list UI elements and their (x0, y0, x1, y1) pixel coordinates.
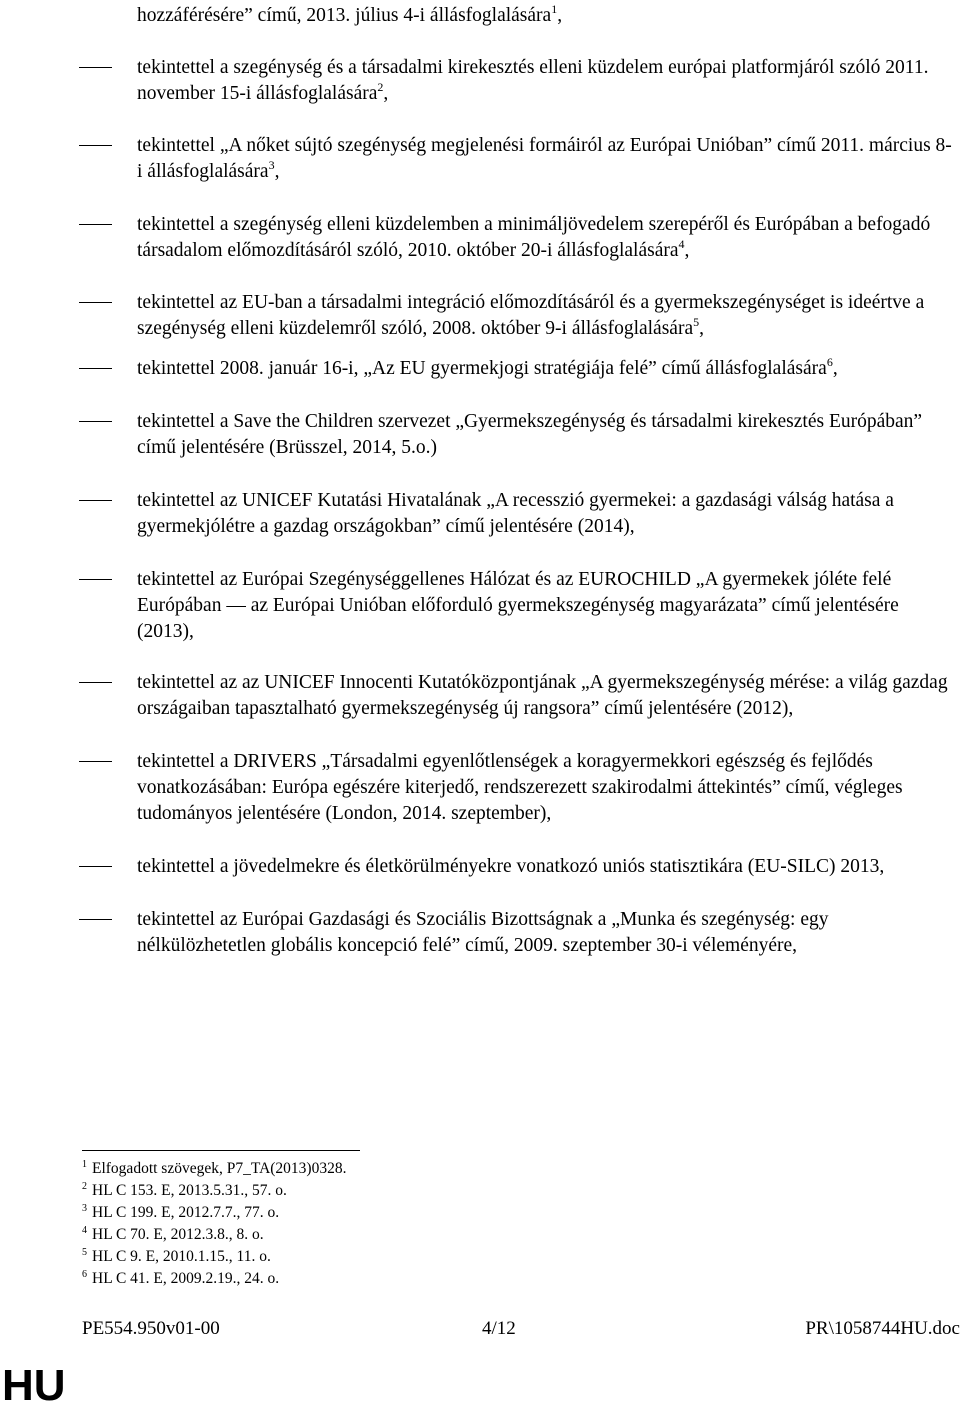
footnote-reference: 4 (678, 237, 685, 251)
footnote-number: 6 (82, 1269, 87, 1280)
footnote-list (82, 1158, 346, 1290)
page-number: 4/12 (482, 1318, 516, 1339)
footnote-reference: 3 (268, 158, 275, 172)
footnote-number: 4 (82, 1225, 87, 1236)
citation-list (137, 3, 957, 959)
citation-text: tekintettel az Európai Szegénységgellenes Hálózat és az EUROCHILD „A gyermekek jóléte felé Európában ― az Európai Unióban előforduló gyermekszegénység magyarázata” című jelentésére (2013), (137, 569, 899, 642)
citation-text: tekintettel az Európai Gazdasági és Szociális Bizottságnak a „Munka és szegénység: egy nélkülözhetetlen globális koncepció felé” című, 2009. szeptember 30-i véleményére, (137, 909, 829, 956)
citation-item (137, 749, 957, 827)
document-reference: PE554.950v01-00 (82, 1318, 220, 1339)
citation-item (137, 567, 957, 645)
citation-item (137, 854, 957, 880)
citation-text: tekintettel a DRIVERS „Társadalmi egyenlőtlenségek a koragyermekkori egészség és fejlődés vonatkozásában: Európa egészére kiterjedő, rendszerezett szakirodalmi áttekintés” című, végleges tudományos jelentésére (London, 2014. szeptember), (137, 751, 903, 824)
footnote (82, 1202, 346, 1224)
dash-bullet (79, 67, 112, 68)
citation-item (137, 488, 957, 540)
footnote-separator (82, 1150, 360, 1151)
dash-bullet (79, 866, 112, 867)
footnote-reference: 6 (826, 355, 833, 369)
citation-item (137, 55, 957, 107)
language-code: HU (2, 1361, 66, 1410)
citation-text: tekintettel az UNICEF Kutatási Hivatalának „A recesszió gyermekei: a gazdasági válság hatása a gyermekjólétre a gazdag országokban” című jelentésére (2014), (137, 490, 894, 537)
footnote (82, 1268, 346, 1290)
dash-bullet (79, 421, 112, 422)
citation-text: hozzáférésére” című, 2013. július 4-i állásfoglalására$^1$, (137, 2, 563, 26)
footnote-reference: 5 (693, 315, 700, 329)
footnote (82, 1246, 346, 1268)
citation-text: tekintettel a szegénység és a társadalmi kirekesztés elleni küzdelem európai platformjáról szóló 2011. november 15-i állásfoglalására$^2$, (137, 57, 929, 104)
citation-item (137, 409, 957, 461)
footnote-text: HL C 41. E, 2009.2.19., 24. o. (92, 1270, 280, 1287)
dash-bullet (79, 145, 112, 146)
citation-text: tekintettel az EU-ban a társadalmi integráció előmozdításáról és a gyermekszegénységet is ideértve a szegénység elleni küzdelemről szóló, 2008. október 9-i állásfoglalására$^5$, (137, 292, 925, 339)
dash-bullet (79, 368, 112, 369)
footnote (82, 1224, 346, 1246)
footnote-reference: 1 (551, 2, 558, 16)
citation-text: tekintettel 2008. január 16-i, „Az EU gyermekjogi stratégiája felé” című állásfoglalására$^6$, (137, 355, 838, 379)
citation-item (137, 133, 957, 185)
dash-bullet (79, 224, 112, 225)
citation-text: tekintettel „A nőket sújtó szegénység megjelenési formáiról az Európai Unióban” című 2011. március 8-i állásfoglalására$^3$, (137, 135, 952, 182)
footnote-text: HL C 199. E, 2012.7.7., 77. o. (92, 1204, 280, 1221)
footnote-text: Elfogadott szövegek, P7_TA(2013)0328. (92, 1160, 347, 1177)
citation-item (137, 212, 957, 264)
footnote-number: 2 (82, 1181, 87, 1192)
footnote-reference: 2 (377, 80, 384, 94)
citation-item (137, 670, 957, 722)
footnote-number: 3 (82, 1203, 87, 1214)
citation-text: tekintettel az az UNICEF Innocenti Kutatóközpontjának „A gyermekszegénység mérése: a világ gazdag országaiban tapasztalható gyermekszegénység új rangsora” című jelentésére (2012), (137, 672, 948, 719)
footnote-number: 5 (82, 1247, 87, 1258)
citation-text: tekintettel a jövedelmekre és életkörülményekre vonatkozó uniós statisztikára (EU-SILC) 2013, (137, 856, 885, 877)
dash-bullet (79, 500, 112, 501)
dash-bullet (79, 682, 112, 683)
footnote (82, 1180, 346, 1202)
footnote-text: HL C 9. E, 2010.1.15., 11. o. (92, 1248, 271, 1265)
citation-text: tekintettel a Save the Children szervezet „Gyermekszegénység és társadalmi kirekesztés Európában” című jelentésére (Brüsszel, 2014, 5.o.) (137, 411, 923, 458)
citation-item (137, 356, 957, 382)
dash-bullet (79, 579, 112, 580)
citation-item (137, 3, 957, 29)
footnote-text: HL C 70. E, 2012.3.8., 8. o. (92, 1226, 264, 1243)
citation-text: tekintettel a szegénység elleni küzdelemben a minimáljövedelem szerepéről és Európában a befogadó társadalom előmozdításáról szóló, 2010. október 20-i állásfoglalására$^4$, (137, 214, 931, 261)
dash-bullet (79, 761, 112, 762)
dash-bullet (79, 302, 112, 303)
page-footer (82, 1318, 960, 1348)
footnote-text: HL C 153. E, 2013.5.31., 57. o. (92, 1182, 287, 1199)
footnote (82, 1158, 346, 1180)
citation-item (137, 907, 957, 959)
dash-bullet (79, 919, 112, 920)
citation-item (137, 290, 957, 342)
file-name: PR\1058744HU.doc (805, 1318, 960, 1339)
footnote-number: 1 (82, 1159, 87, 1170)
